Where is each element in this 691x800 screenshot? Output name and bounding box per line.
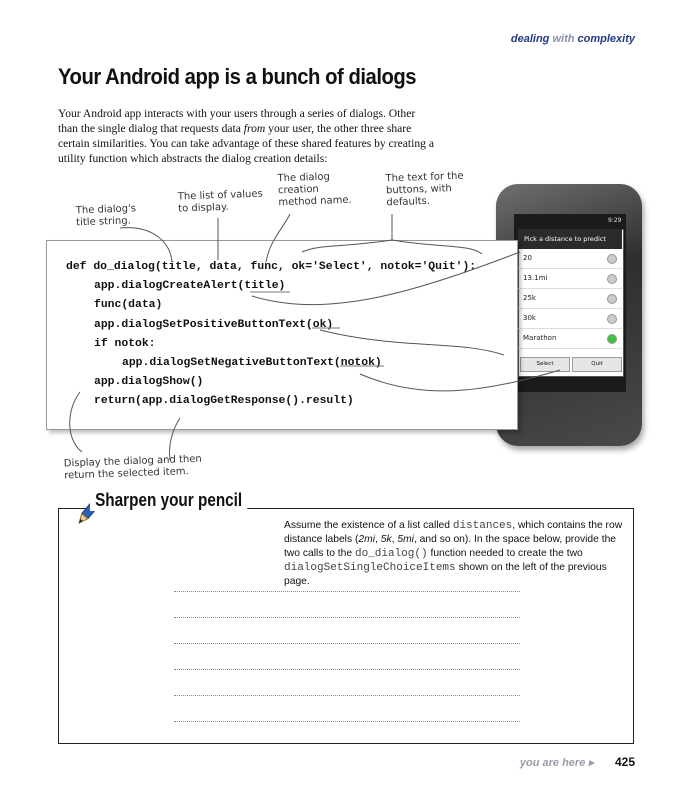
radio-icon[interactable] — [607, 254, 617, 264]
you-are-here — [520, 757, 594, 769]
answer-line[interactable] — [174, 617, 520, 618]
example-label: 5mi — [397, 534, 414, 545]
answer-line[interactable] — [174, 721, 520, 722]
sharpen-text: function needed to create the two — [427, 548, 583, 559]
code-line: return(app.dialogGetResponse().result) — [94, 395, 354, 407]
phone-list-item[interactable] — [518, 289, 622, 309]
header-word: complexity — [577, 33, 635, 45]
phone-list-item[interactable] — [518, 329, 622, 349]
sharpen-text: , — [375, 534, 381, 545]
sharpen-text: Assume the existence of a list called — [284, 520, 453, 531]
header-word: dealing — [510, 33, 550, 45]
code-line: app.dialogShow() — [94, 376, 204, 388]
sharpen-text: , — [391, 534, 398, 545]
sharpen-text: shown on the left of the previous page. — [284, 562, 607, 587]
answer-line[interactable] — [174, 643, 520, 644]
triangle-right-icon: ▸ — [588, 757, 594, 769]
phone-dialog-title — [518, 229, 622, 249]
annotation-title-string: The dialog's title string. — [75, 203, 137, 229]
annotation-display-dialog: Display the dialog and then return the selected item. — [63, 453, 202, 482]
answer-line[interactable] — [174, 591, 520, 592]
phone-list-item-label: 30k — [523, 314, 536, 322]
running-header — [511, 33, 635, 45]
answer-line[interactable] — [174, 695, 520, 696]
code-line: app.dialogCreateAlert(title) — [94, 280, 286, 292]
page-title: Your Android app is a bunch of dialogs — [58, 64, 417, 89]
page-footer — [520, 755, 635, 769]
annotation-button-text: The text for the buttons, with defaults. — [385, 170, 464, 209]
radio-icon[interactable] — [607, 294, 617, 304]
sharpen-instructions — [284, 519, 624, 589]
quit-button[interactable]: Quit — [572, 357, 622, 372]
you-are-here-text: you are here — [519, 757, 586, 769]
header-word: with — [552, 33, 575, 45]
phone-list-item-label: 13.1mi — [523, 274, 548, 282]
sharpen-text: , which contains the row distance labels ( — [284, 520, 623, 545]
phone-list-item[interactable] — [518, 309, 622, 329]
code-line: if notok: — [94, 338, 156, 350]
radio-icon[interactable] — [607, 274, 617, 284]
phone-list-item[interactable] — [518, 269, 622, 289]
code-term: do_dialog() — [354, 548, 428, 560]
sharpen-title: Sharpen your pencil — [90, 490, 247, 511]
select-button[interactable]: Select — [520, 357, 570, 372]
phone-list-item[interactable] — [518, 249, 622, 269]
phone-list-item-label: 20 — [523, 254, 532, 262]
code-term: dialogSetSingleChoiceItems — [284, 562, 456, 574]
code-line: def do_dialog(title, data, func, ok='Select', notok='Quit'): — [66, 261, 477, 273]
code-line: func(data) — [94, 299, 163, 311]
radio-icon[interactable] — [607, 314, 617, 324]
phone-list-item-label: Marathon — [523, 334, 557, 342]
code-line: app.dialogSetNegativeButtonText(notok) — [122, 357, 382, 369]
intro-text: your user, the other three share certain similarities. You can take advantage of these shared features by creating a utility function which abstracts the dialog creation details: — [58, 122, 435, 165]
intro-paragraph — [58, 106, 438, 166]
phone-list-item-label: 25k — [523, 294, 536, 302]
page-number: 425 — [614, 755, 635, 769]
annotation-list-values: The list of values to display. — [177, 188, 263, 215]
example-label: 2mi — [358, 534, 375, 545]
phone-dialog-title-text: Pick a distance to predict — [524, 235, 606, 243]
radio-selected-icon[interactable] — [607, 334, 617, 344]
phone-clock: 9:29 — [608, 217, 622, 224]
sharpen-text: , and so on). In the space below, provide the two calls to the — [284, 534, 617, 559]
annotation-creation-method: The dialog creation method name. — [277, 171, 352, 209]
intro-emphasis: from — [243, 122, 266, 135]
intro-text: Your Android app interacts with your users through a series of dialogs. Other than the single dialog that requests data — [58, 107, 416, 135]
code-line: app.dialogSetPositiveButtonText(ok) — [94, 319, 334, 331]
code-term: distances — [452, 520, 513, 532]
example-label: 5k — [380, 534, 392, 545]
answer-line[interactable] — [174, 669, 520, 670]
